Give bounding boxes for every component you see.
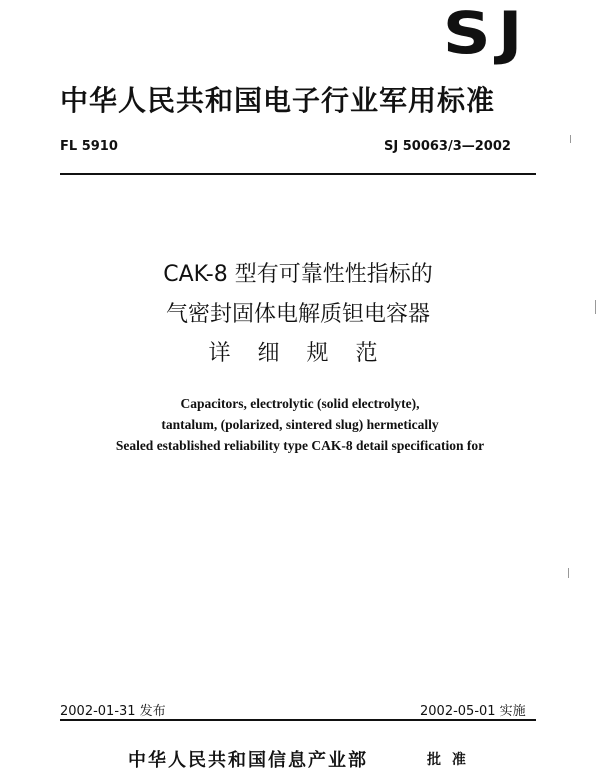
scan-speck [568, 568, 569, 578]
english-title-line-3: Sealed established reliability type CAK-8 detail specification for [115, 438, 485, 453]
english-title-line-2: tantalum, (polarized, sintered slug) hermetically [161, 417, 439, 432]
footer-divider [60, 719, 536, 721]
issuing-authority: 中华人民共和国信息产业部 [128, 750, 368, 771]
approval-label: 批 准 [427, 752, 469, 768]
chinese-title-line-1: CAK-8 型有可靠性性指标的 [163, 262, 433, 287]
chinese-title-line-3: 详 细 规 范 [208, 341, 388, 366]
standard-number: SJ 50063/3—2002 [384, 139, 511, 154]
header-divider [60, 173, 536, 175]
english-title-line-1: Capacitors, electrolytic (solid electrolyte), [180, 396, 420, 411]
chinese-title-line-2: 气密封固体电解质钽电容器 [165, 302, 430, 327]
classification-code: FL 5910 [60, 139, 118, 154]
effective-date: 2002-05-01 实施 [420, 704, 526, 719]
scan-speck [570, 135, 571, 143]
sj-logo: SJ [442, 0, 530, 67]
issue-date: 2002-01-31 发布 [60, 704, 166, 719]
standard-category-title: 中华人民共和国电子行业军用标准 [60, 84, 496, 117]
scan-speck [595, 300, 596, 314]
